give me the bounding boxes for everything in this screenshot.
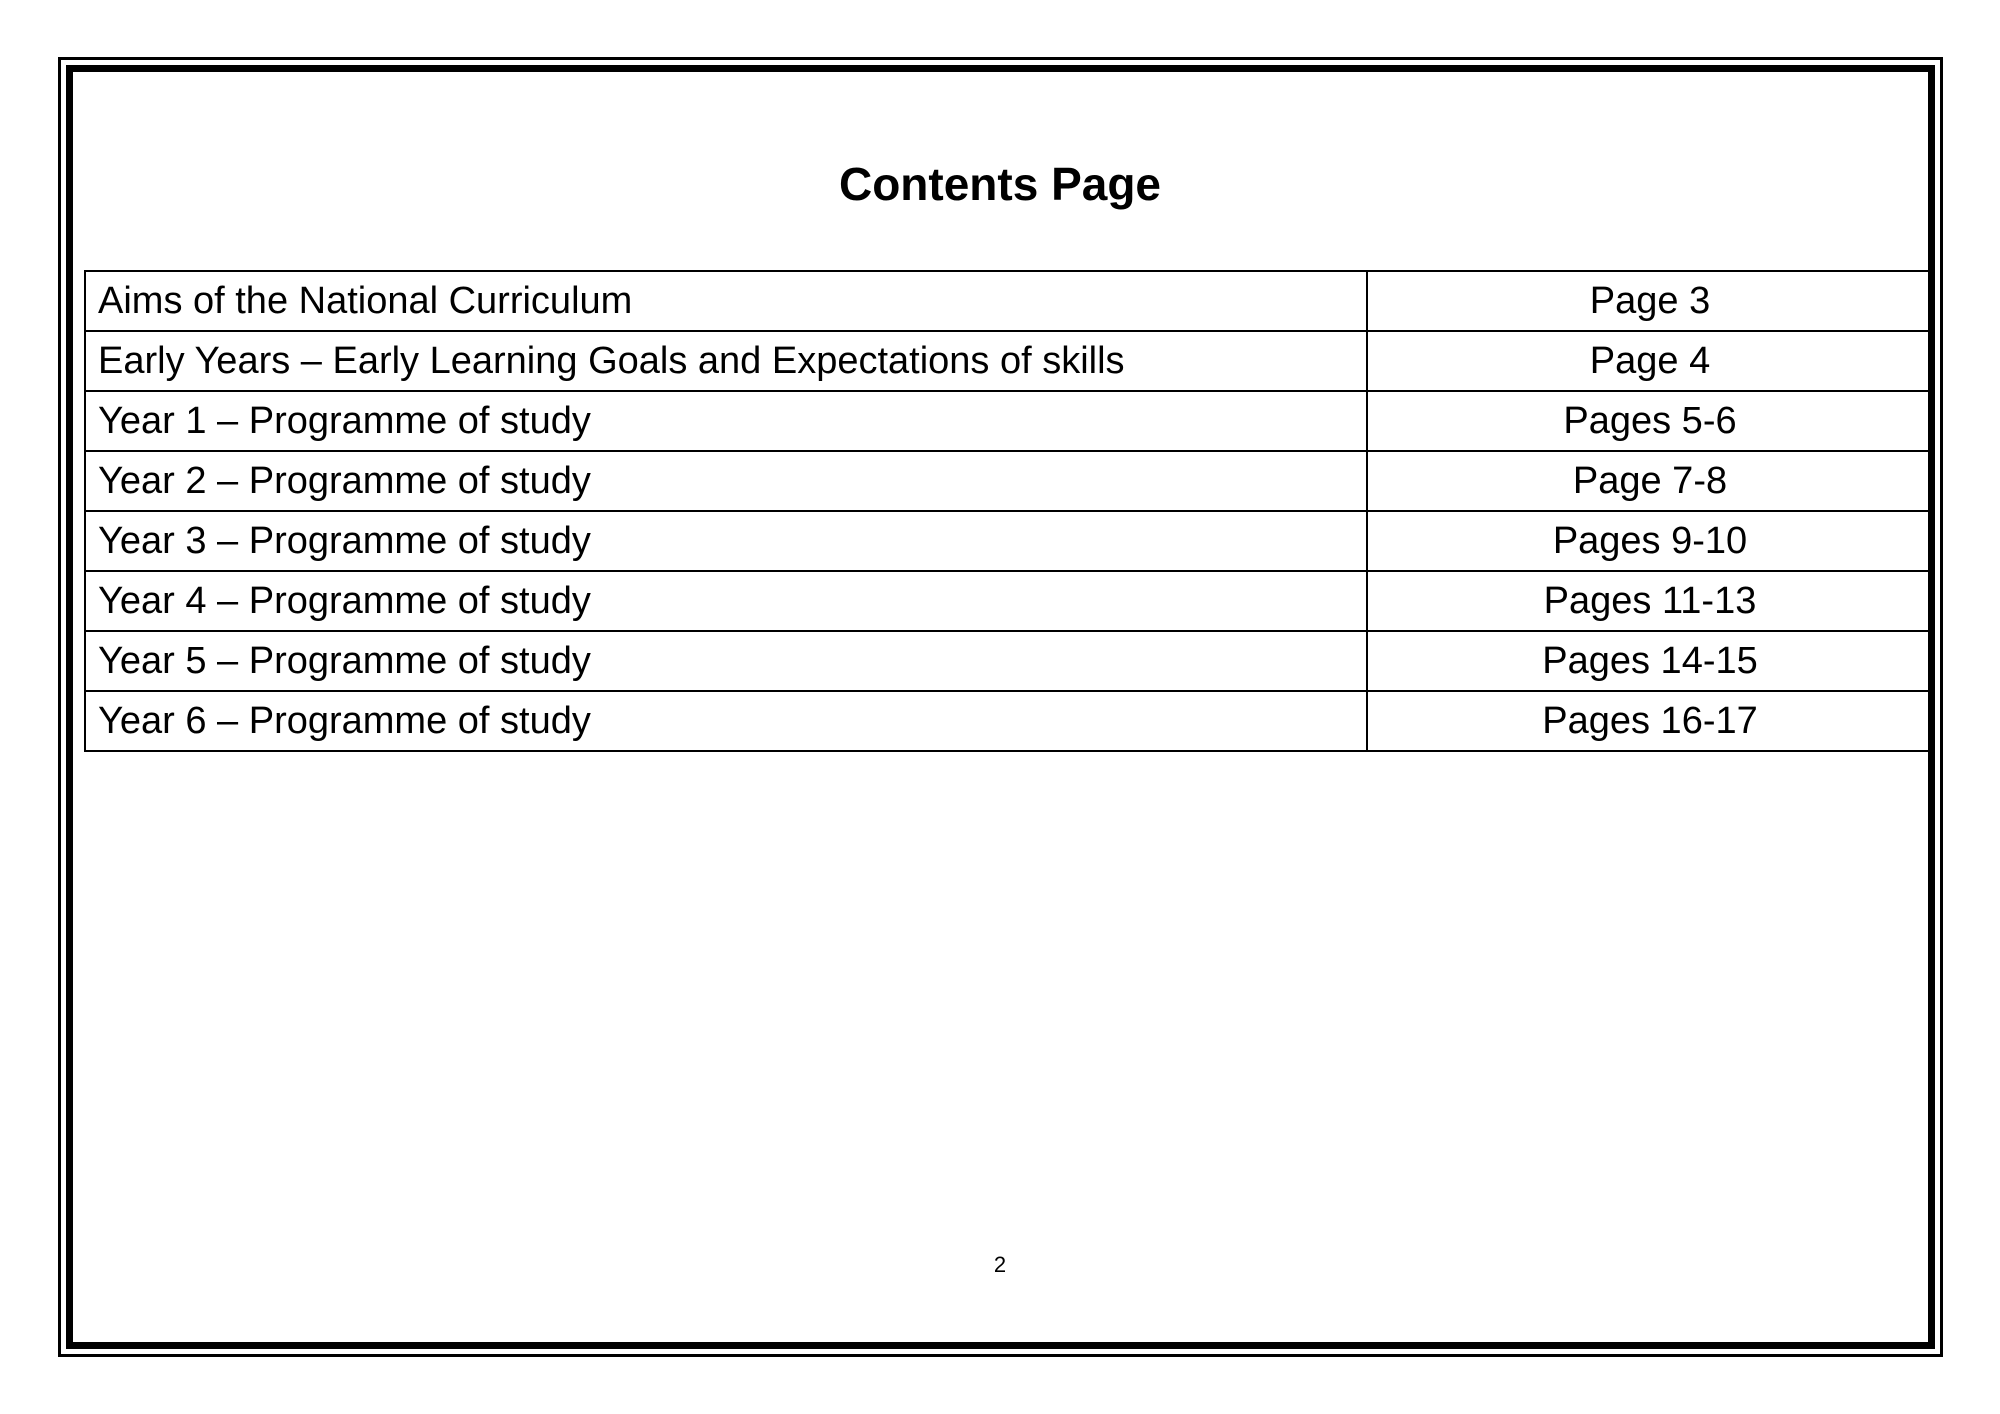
table-row (85, 631, 1933, 691)
section-title: Aims of the National Curriculum (85, 271, 1367, 331)
page-title: Contents Page (838, 158, 1162, 210)
table-row (85, 451, 1933, 511)
section-title: Year 1 – Programme of study (85, 391, 1367, 451)
page-reference: Pages 9-10 (1367, 511, 1933, 571)
table-row (85, 271, 1933, 331)
page-reference: Pages 16-17 (1367, 691, 1933, 751)
contents-table (84, 270, 1934, 752)
page-reference: Page 3 (1367, 271, 1933, 331)
page-reference: Pages 5-6 (1367, 391, 1933, 451)
section-title: Year 2 – Programme of study (85, 451, 1367, 511)
section-title: Year 3 – Programme of study (85, 511, 1367, 571)
table-row (85, 331, 1933, 391)
table-row (85, 691, 1933, 751)
table-row (85, 571, 1933, 631)
section-title: Early Years – Early Learning Goals and Expectations of skills (85, 331, 1367, 391)
page-number: 2 (993, 1252, 1007, 1277)
table-row (85, 391, 1933, 451)
section-title: Year 4 – Programme of study (85, 571, 1367, 631)
page-reference: Pages 11-13 (1367, 571, 1933, 631)
table-row (85, 511, 1933, 571)
page-reference: Pages 14-15 (1367, 631, 1933, 691)
section-title: Year 5 – Programme of study (85, 631, 1367, 691)
page-reference: Page 4 (1367, 331, 1933, 391)
section-title: Year 6 – Programme of study (85, 691, 1367, 751)
page-reference: Page 7-8 (1367, 451, 1933, 511)
